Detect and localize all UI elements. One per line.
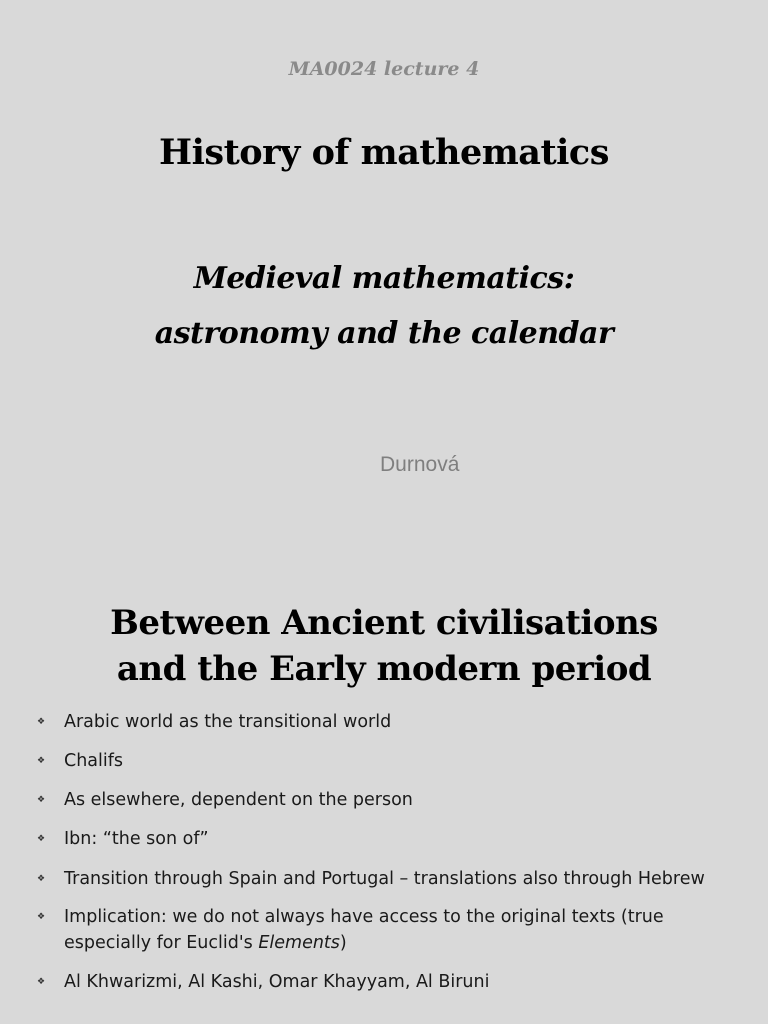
bullet-text: Chalifs bbox=[64, 751, 124, 771]
diamond-bullet-icon: ❖ bbox=[37, 717, 46, 727]
list-item bbox=[37, 866, 744, 892]
bullet-text: Implication: we do not always have access to the original texts (true especially for Euclid's bbox=[64, 907, 664, 953]
diamond-bullet-icon: ❖ bbox=[37, 874, 46, 884]
bullet-text: Transition through Spain and Portugal – translations also through Hebrew bbox=[64, 869, 705, 889]
subtitle-line-1: Medieval mathematics: bbox=[193, 261, 575, 296]
list-item bbox=[37, 904, 744, 956]
list-item bbox=[37, 787, 744, 813]
author-name: Durnová bbox=[380, 453, 460, 476]
diamond-bullet-icon: ❖ bbox=[37, 912, 46, 922]
diamond-bullet-icon: ❖ bbox=[37, 756, 46, 766]
bullet-text: Arabic world as the transitional world bbox=[64, 712, 392, 732]
content-title-line-1: Between Ancient civilisations bbox=[110, 603, 658, 643]
list-item bbox=[37, 748, 744, 774]
bullet-text: Al Khwarizmi, Al Kashi, Omar Khayyam, Al Biruni bbox=[64, 972, 490, 992]
bullet-text-suffix: ) bbox=[339, 933, 347, 953]
bullet-text: Ibn: “the son of” bbox=[64, 829, 209, 849]
content-title-line-2: and the Early modern period bbox=[116, 649, 652, 689]
list-item bbox=[37, 826, 744, 852]
diamond-bullet-icon: ❖ bbox=[37, 795, 46, 805]
subtitle-line-2: astronomy and the calendar bbox=[154, 316, 614, 351]
diamond-bullet-icon: ❖ bbox=[37, 834, 46, 844]
emphasis-text: Elements bbox=[258, 933, 340, 953]
diamond-bullet-icon: ❖ bbox=[37, 977, 46, 987]
list-item bbox=[37, 709, 744, 735]
bullet-text: As elsewhere, dependent on the person bbox=[64, 790, 413, 810]
list-item bbox=[37, 969, 744, 995]
course-code: MA0024 lecture 4 bbox=[288, 58, 480, 80]
slide-title: History of mathematics bbox=[159, 132, 609, 173]
